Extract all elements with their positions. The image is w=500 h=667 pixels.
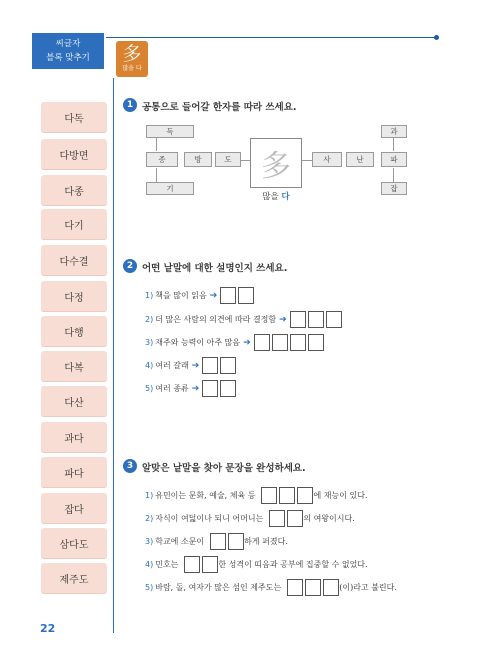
arrow-icon: ➔ (209, 290, 218, 301)
section-2-title: 어떤 낱말에 대한 설명인지 쓰세요. (142, 263, 288, 274)
fill-in-sentence (145, 556, 368, 573)
connector-line (156, 168, 157, 182)
question-number: 1) (145, 291, 154, 300)
question-text: 더 많은 사람의 의견에 따라 결정함 (155, 315, 277, 324)
arrow-icon: ➔ (191, 383, 200, 394)
section-3-title: 알맞은 낱말을 찾아 문장을 완성하세요. (142, 463, 306, 474)
arrow-icon: ➔ (279, 314, 287, 325)
content-divider (113, 78, 114, 633)
answer-box[interactable] (290, 311, 306, 328)
definition-question (145, 357, 236, 374)
sentence-start: 유민이는 문화, 예술, 체육 등 (155, 491, 256, 500)
question-number: 3) (145, 338, 154, 347)
answer-box[interactable] (287, 579, 303, 596)
question-number: 5) (145, 384, 154, 393)
question-number: 4) (145, 361, 154, 370)
question-text: 여러 종류 (155, 384, 189, 393)
hanja-meaning (250, 190, 302, 202)
syllable-box: 방 (184, 152, 212, 167)
answer-box[interactable] (308, 311, 324, 328)
answer-box[interactable] (254, 334, 270, 351)
sentence-end: 에 재능이 있다. (313, 491, 368, 500)
syllable-box: 파 (381, 152, 407, 167)
section-2-number: 2 (123, 259, 137, 273)
page-number: 22 (40, 622, 56, 635)
connector-line (393, 168, 394, 182)
fill-in-sentence (145, 579, 397, 596)
answer-box[interactable] (308, 334, 324, 351)
answer-box[interactable] (290, 334, 306, 351)
connector-line (240, 160, 250, 161)
arrow-icon: ➔ (243, 337, 251, 348)
question-number: 4) (145, 560, 154, 569)
question-number: 3) (145, 537, 154, 546)
sidebar-word: 다방면 (41, 139, 107, 169)
answer-box[interactable] (220, 357, 236, 374)
meaning-prefix: 많을 (262, 192, 282, 202)
question-number: 1) (145, 491, 154, 500)
definition-question (145, 311, 342, 328)
sidebar-word: 다정 (41, 281, 107, 311)
sidebar-word: 다기 (41, 209, 107, 239)
answer-box[interactable] (305, 579, 321, 596)
syllable-box: 사 (312, 152, 342, 167)
arrow-icon: ➔ (191, 360, 200, 371)
answer-box[interactable] (238, 287, 254, 304)
sidebar-word: 다독 (41, 102, 107, 132)
syllable-box: 난 (346, 152, 374, 167)
question-text: 책을 많이 읽음 (155, 291, 207, 300)
syllable-box: 종 (146, 152, 178, 167)
answer-box[interactable] (184, 556, 200, 573)
hanja-tile (116, 41, 148, 77)
syllable-box: 잡 (381, 182, 407, 195)
answer-box[interactable] (287, 510, 303, 527)
sidebar-word: 다수결 (41, 245, 107, 275)
hanja-trace-character: 多 (261, 149, 291, 184)
sentence-start: 자식이 여덟이나 되니 어머니는 (155, 514, 264, 523)
sentence-end: 한 성격이 띠음과 공부에 집중할 수 없었다. (218, 560, 368, 569)
answer-box[interactable] (261, 487, 277, 504)
definition-question (145, 380, 236, 397)
syllable-box: 독 (146, 125, 194, 138)
hanja-trace-box[interactable] (250, 138, 302, 188)
hanja-caption: 많을 다 (122, 65, 142, 72)
answer-box[interactable] (202, 357, 218, 374)
header-rule (106, 37, 436, 38)
definition-question (145, 334, 324, 351)
sentence-start: 학교에 소문이 (155, 537, 205, 546)
sidebar-word: 삼다도 (41, 528, 107, 558)
section-1-title: 공통으로 들어갈 한자를 따라 쓰세요. (142, 102, 297, 113)
syllable-box: 과 (381, 125, 407, 138)
sentence-start: 바람, 돌, 여자가 많은 섬인 제주도는 (155, 583, 282, 592)
badge-line-1: 씨글자 (55, 39, 81, 49)
connector-line (302, 160, 312, 161)
answer-box[interactable] (279, 487, 295, 504)
sidebar-word: 잡다 (41, 493, 107, 523)
question-number: 2) (145, 315, 154, 324)
answer-box[interactable] (202, 556, 218, 573)
answer-box[interactable] (228, 533, 244, 550)
section-3-number: 3 (123, 459, 137, 473)
answer-box[interactable] (272, 334, 288, 351)
header-rule-dot (434, 35, 439, 40)
fill-in-sentence (145, 487, 367, 504)
definition-question (145, 287, 254, 304)
sidebar-word: 과다 (41, 422, 107, 452)
sidebar-word: 다종 (41, 175, 107, 205)
question-text: 재주와 능력이 아주 많음 (155, 338, 241, 347)
answer-box[interactable] (323, 579, 339, 596)
answer-box[interactable] (269, 510, 285, 527)
question-number: 2) (145, 514, 154, 523)
section-1-number: 1 (123, 98, 137, 112)
connector-line (393, 137, 394, 151)
question-number: 5) (145, 583, 154, 592)
fill-in-sentence (145, 533, 288, 550)
answer-box[interactable] (202, 380, 218, 397)
answer-box[interactable] (326, 311, 342, 328)
hanja-character: 多 (122, 43, 142, 65)
sidebar-word: 다복 (41, 351, 107, 381)
syllable-box: 도 (215, 152, 241, 167)
sidebar-word: 제주도 (41, 563, 107, 593)
fill-in-sentence (145, 510, 355, 527)
question-text: 여러 갈래 (155, 361, 189, 370)
answer-box[interactable] (220, 287, 236, 304)
answer-box[interactable] (220, 380, 236, 397)
sidebar-word: 다산 (41, 386, 107, 416)
answer-box[interactable] (210, 533, 226, 550)
sentence-start: 민호는 (155, 560, 179, 569)
syllable-box: 기 (146, 182, 194, 195)
sentence-end: (이)라고 불린다. (339, 583, 397, 592)
sidebar-word: 파다 (41, 457, 107, 487)
meaning-char: 다 (281, 192, 290, 202)
sidebar-word: 다행 (41, 316, 107, 346)
chapter-badge (32, 33, 104, 69)
connector-line (156, 137, 157, 151)
sentence-end: 의 여왕이시다. (303, 514, 355, 523)
answer-box[interactable] (297, 487, 313, 504)
badge-line-2: 블록 맞추기 (46, 53, 90, 63)
sentence-end: 하게 퍼졌다. (244, 537, 288, 546)
